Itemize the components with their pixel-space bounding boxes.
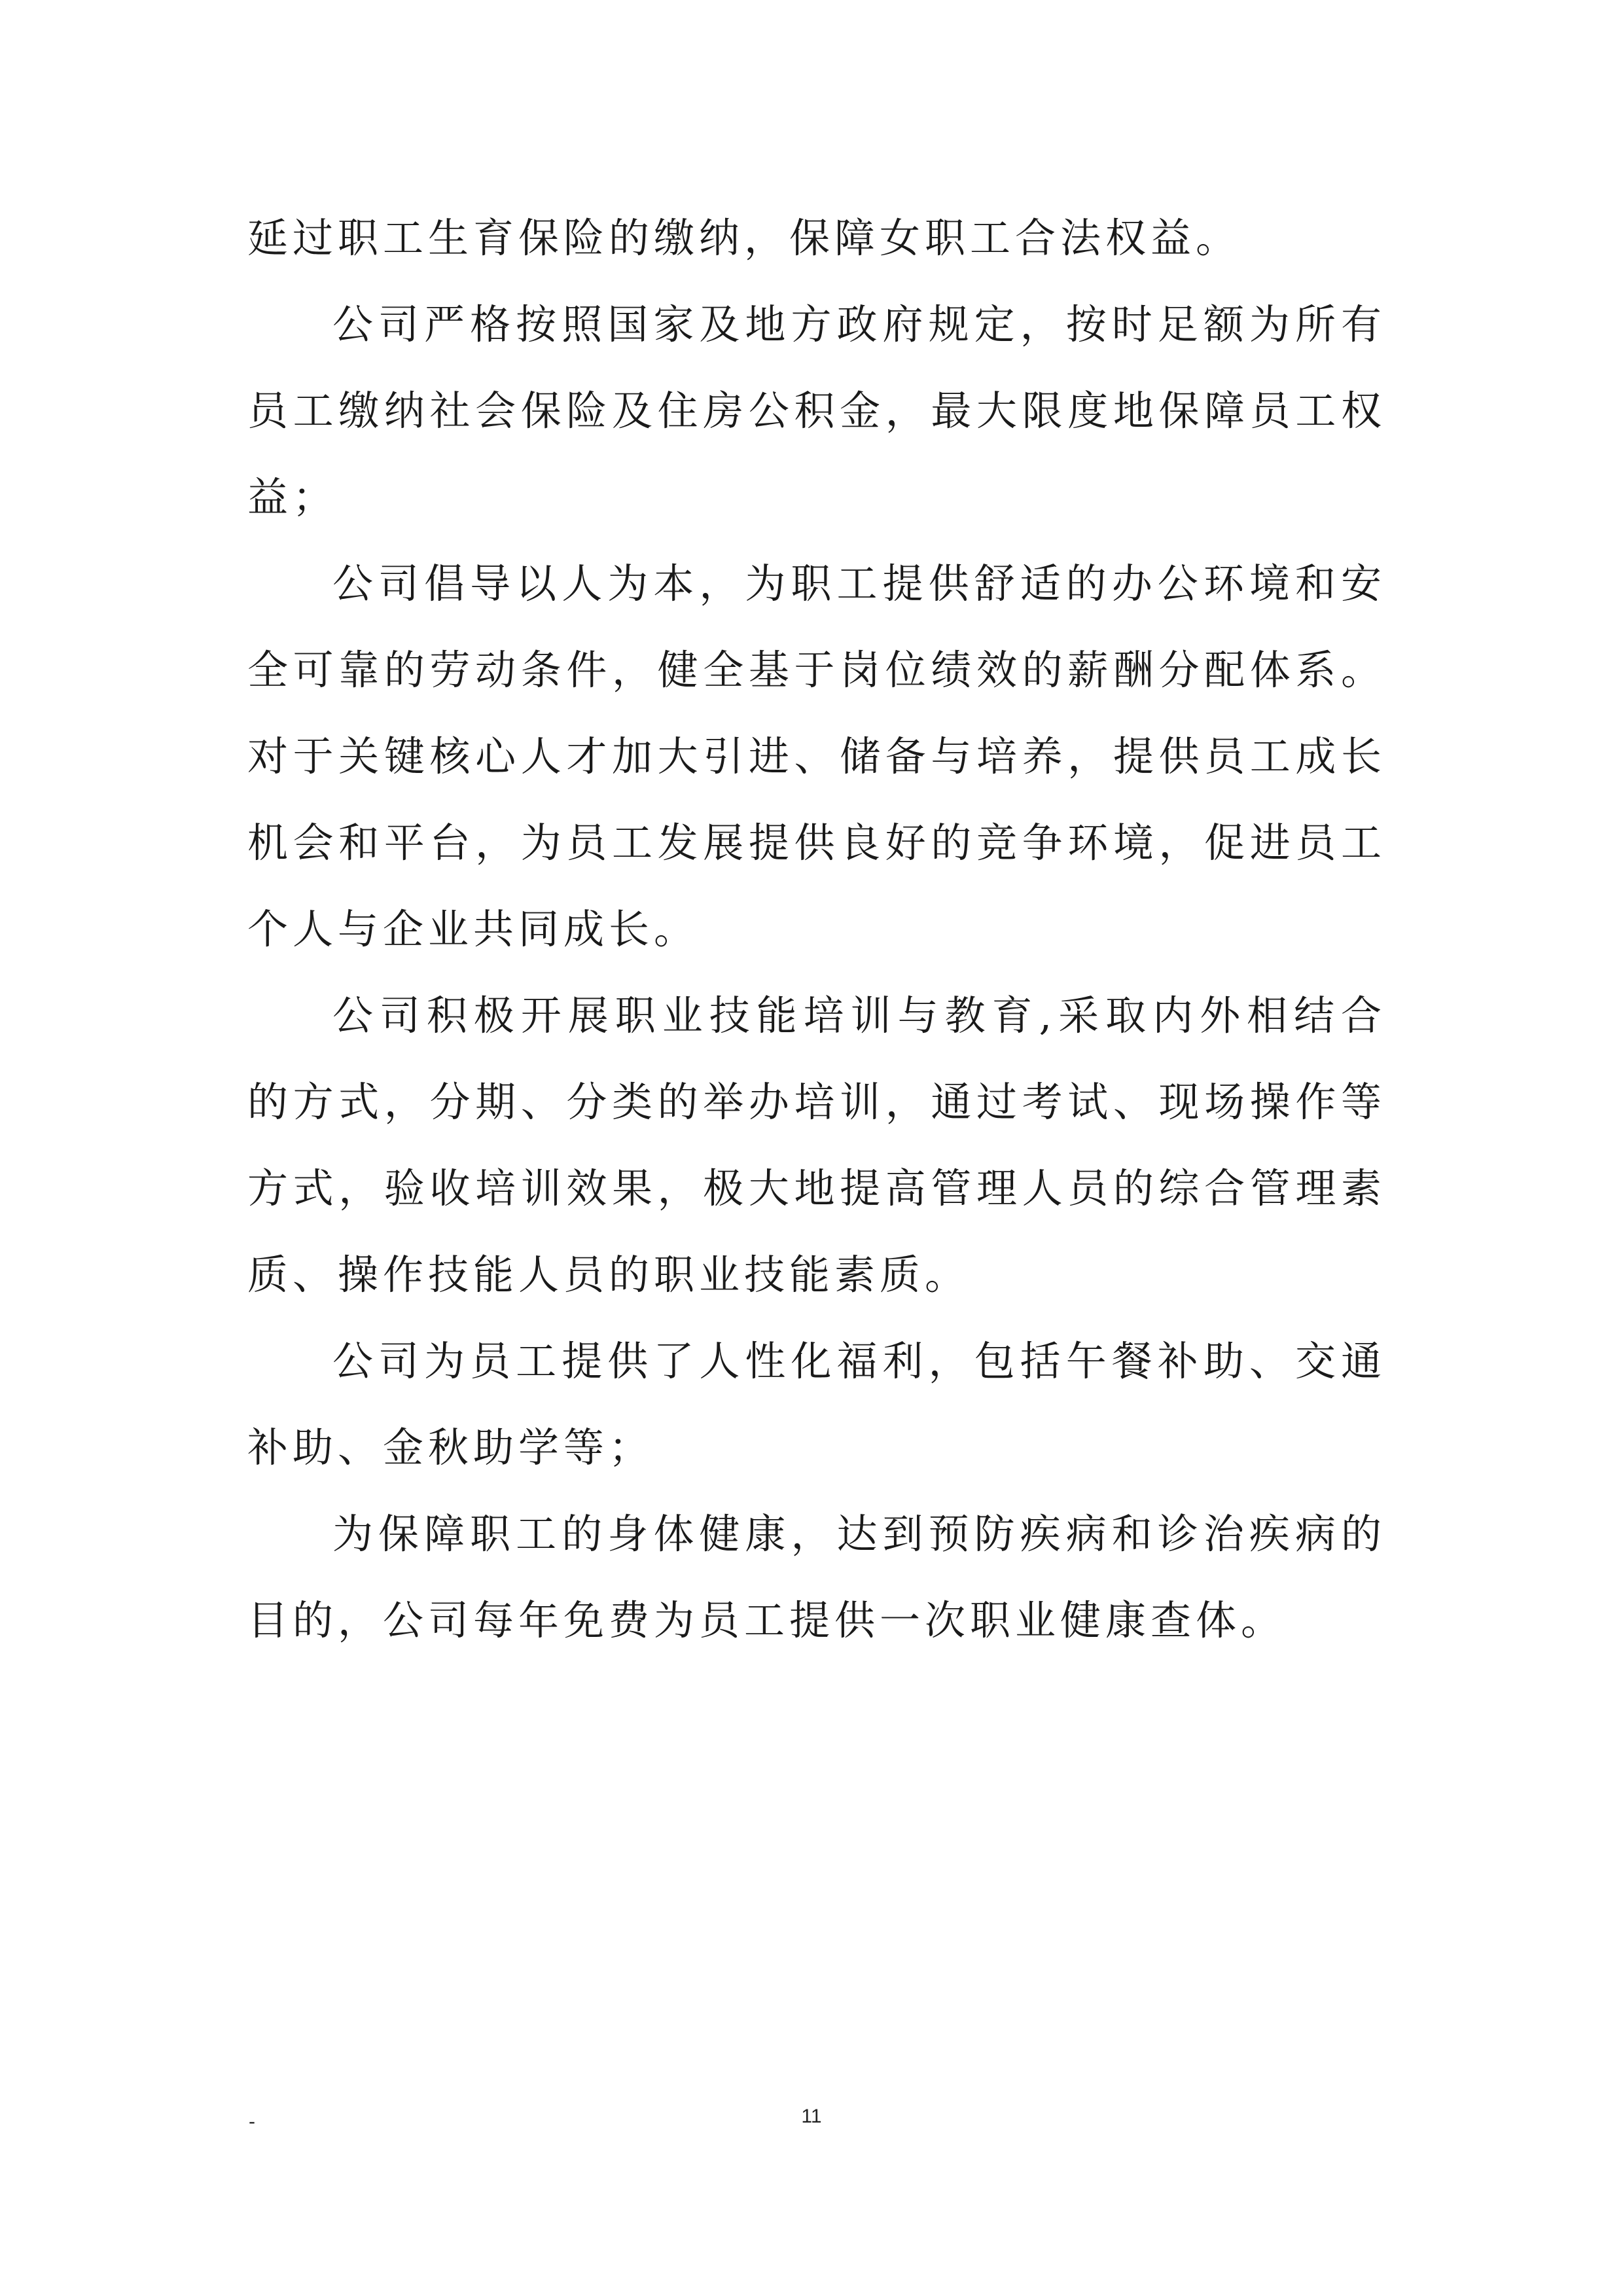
paragraph-skills-training: 公司积极开展职业技能培训与教育,采取内外相结合的方式，分期、分类的举办培训，通过考试、现场操作等方式，验收培训效果，极大地提高管理人员的综合管理素质、操作技能人员的职业技能素质。	[247, 992, 1386, 1299]
paragraph-people-oriented: 公司倡导以人为本，为职工提供舒适的办公环境和安全可靠的劳动条件，健全基于岗位绩效的薪酬分配体系。对于关键核心人才加大引进、储备与培养，提供员工成长机会和平台，为员工发展提供良好的竞争环境，促进员工个人与企业共同成长。	[247, 560, 1386, 953]
paragraph-health-checkup: 为保障职工的身体健康，达到预防疾病和诊治疾病的目的，公司每年免费为员工提供一次职业健康查体。	[247, 1510, 1386, 1644]
paragraph-social-insurance: 公司严格按照国家及地方政府规定，按时足额为所有员工缴纳社会保险及住房公积金，最大限度地保障员工权益；	[247, 300, 1386, 521]
paragraph-welfare: 公司为员工提供了人性化福利，包括午餐补助、交通补助、金秋助学等；	[247, 1337, 1386, 1471]
footer-left-mark: -	[249, 2111, 255, 2132]
page-number: 11	[801, 2106, 822, 2127]
document-body	[247, 195, 1386, 1664]
paragraph-continuation: 延过职工生育保险的缴纳，保障女职工合法权益。	[247, 214, 1241, 262]
